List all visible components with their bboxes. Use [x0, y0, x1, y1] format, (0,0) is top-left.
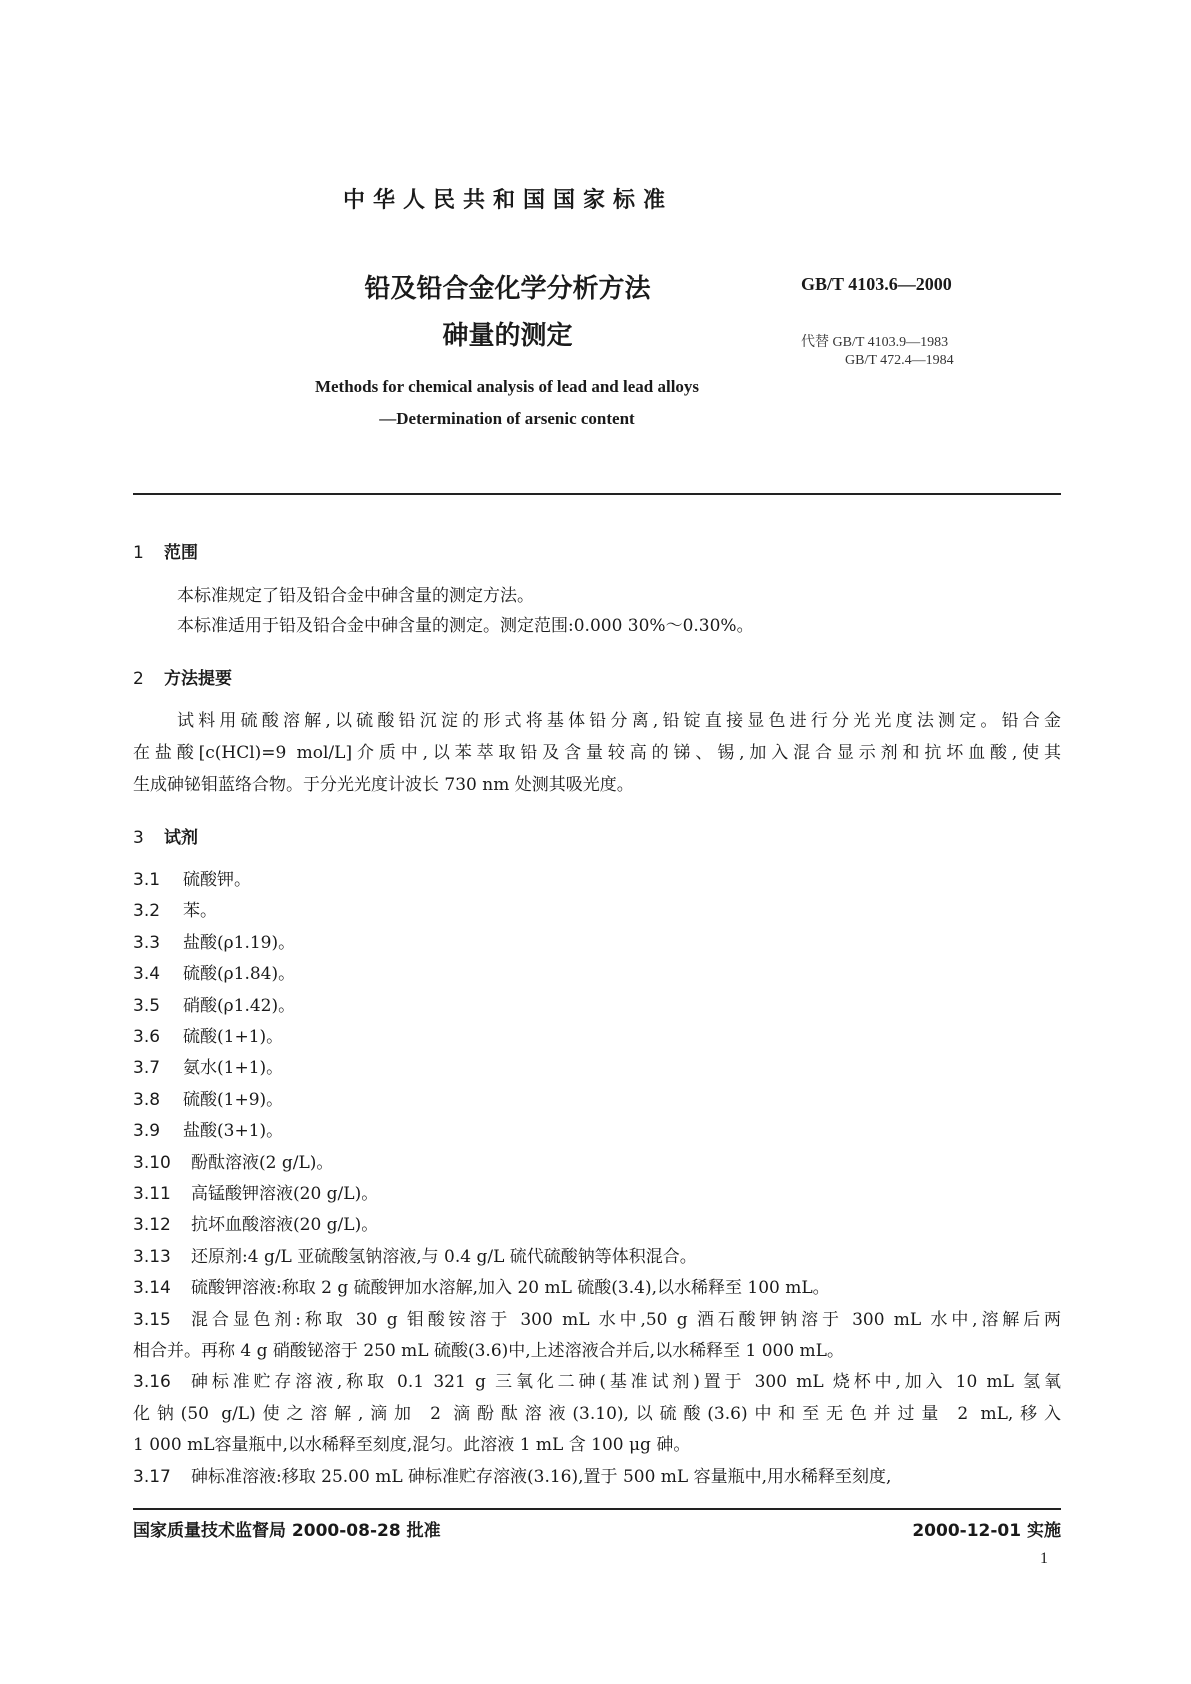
reagent-item — [133, 1310, 1061, 1330]
section-title: 试剂 — [164, 828, 198, 848]
item-number: 3.15 — [133, 1310, 171, 1330]
replaces-block — [801, 334, 954, 370]
document-subtitle: 砷量的测定 — [442, 321, 573, 351]
reagent-item-continuation: 相合并。再称 4 g 硝酸铋溶于 250 mL 硫酸(3.6)中,上述溶液合并后,以水稀释至 1 000 mL。 — [133, 1341, 844, 1361]
page-number: 1 — [1040, 1550, 1048, 1567]
item-text: 盐酸(ρ1.19)。 — [183, 933, 296, 953]
item-number: 3.13 — [133, 1247, 171, 1267]
item-text: 苯。 — [183, 901, 217, 921]
english-subtitle: —Determination of arsenic content — [379, 409, 635, 428]
reagent-item-continuation: 1 000 mL容量瓶中,以水稀释至刻度,混匀。此溶液 1 mL 含 100 μg 砷。 — [133, 1435, 691, 1455]
item-text: 高锰酸钾溶液(20 g/L)。 — [191, 1184, 379, 1204]
section-heading — [133, 664, 232, 689]
item-number: 3.5 — [133, 996, 161, 1016]
item-number: 3.10 — [133, 1153, 171, 1173]
reagent-item — [133, 996, 1061, 1016]
item-text: 砷标准溶液:移取 25.00 mL 砷标准贮存溶液(3.16),置于 500 mL 容量瓶中,用水稀释至刻度, — [191, 1467, 892, 1487]
replaced-standard: GB/T 472.4—1984 — [845, 353, 954, 368]
item-text: 硫酸钾溶液:称取 2 g 硫酸钾加水溶解,加入 20 mL 硫酸(3.4),以水稀释至 100 mL。 — [191, 1278, 830, 1298]
item-text: 硫酸(ρ1.84)。 — [183, 964, 296, 984]
reagent-item — [133, 1247, 1061, 1267]
item-number: 3.11 — [133, 1184, 171, 1204]
reagent-item — [133, 1215, 1061, 1235]
reagent-item — [133, 1184, 1061, 1204]
item-text: 砷标准贮存溶液,称取 0.1 321 g 三氧化二砷(基准试剂)置于 300 mL 烧杯中,加入 10 mL 氢氧 — [191, 1372, 1061, 1392]
paragraph-line: 在盐酸[c(HCl)=9 mol/L]介质中,以苯萃取铅及含量较高的锑、锡,加入混合显示剂和抗坏血酸,使其 — [133, 743, 1061, 763]
item-number: 3.12 — [133, 1215, 171, 1235]
section-title: 范围 — [164, 543, 198, 563]
reagent-item — [133, 1372, 1061, 1392]
item-number: 3.3 — [133, 933, 161, 953]
replaces-label: 代替 — [801, 335, 829, 350]
implementation-date: 2000-12-01 实施 — [912, 1521, 1061, 1541]
item-number: 3.7 — [133, 1058, 161, 1078]
reagent-item — [133, 933, 1061, 953]
reagent-item — [133, 1153, 1061, 1173]
item-number: 3.2 — [133, 901, 161, 921]
english-title: Methods for chemical analysis of lead and lead alloys — [314, 377, 700, 396]
reagent-item — [133, 1278, 1061, 1298]
item-text: 硫酸钾。 — [183, 870, 251, 890]
item-number: 3.17 — [133, 1467, 171, 1487]
item-text: 硫酸(1+1)。 — [183, 1027, 284, 1047]
paragraph-line: 本标准规定了铅及铅合金中砷含量的测定方法。 — [177, 586, 534, 606]
section-number: 3 — [133, 828, 144, 848]
reagent-item — [133, 901, 1061, 921]
item-number: 3.16 — [133, 1372, 171, 1392]
item-text: 氨水(1+1)。 — [183, 1058, 284, 1078]
paragraph-line: 本标准适用于铅及铅合金中砷含量的测定。测定范围:0.000 30%～0.30%。 — [177, 616, 754, 636]
standard-code: GB/T 4103.6—2000 — [801, 274, 952, 294]
section-heading — [133, 823, 198, 848]
item-number: 3.4 — [133, 964, 161, 984]
paragraph-line: 试料用硫酸溶解,以硫酸铅沉淀的形式将基体铅分离,铅锭直接显色进行分光光度法测定。铅合金 — [177, 711, 1061, 731]
reagent-item — [133, 1121, 1061, 1141]
item-text: 混合显色剂:称取 30 g 钼酸铵溶于 300 mL 水中,50 g 酒石酸钾钠溶于 300 mL 水中,溶解后两 — [191, 1310, 1061, 1330]
approval-date: 国家质量技术监督局 2000-08-28 批准 — [133, 1521, 441, 1541]
item-number: 3.1 — [133, 870, 161, 890]
reagent-item — [133, 1090, 1061, 1110]
item-number: 3.6 — [133, 1027, 161, 1047]
section-heading — [133, 538, 198, 563]
item-text: 盐酸(3+1)。 — [183, 1121, 284, 1141]
document-title: 铅及铅合金化学分析方法 — [364, 274, 651, 304]
reagent-item — [133, 870, 1061, 890]
item-text: 还原剂:4 g/L 亚硫酸氢钠溶液,与 0.4 g/L 硫代硫酸钠等体积混合。 — [191, 1247, 697, 1267]
footer-divider — [133, 1508, 1061, 1510]
replaced-standard: GB/T 4103.9—1983 — [832, 335, 949, 350]
item-text: 抗坏血酸溶液(20 g/L)。 — [191, 1215, 379, 1235]
item-text: 硫酸(1+9)。 — [183, 1090, 284, 1110]
section-number: 2 — [133, 669, 144, 689]
header-divider — [133, 493, 1061, 495]
reagent-item — [133, 964, 1061, 984]
paragraph-line: 生成砷铋钼蓝络合物。于分光光度计波长 730 nm 处测其吸光度。 — [133, 775, 634, 795]
item-number: 3.14 — [133, 1278, 171, 1298]
reagent-item — [133, 1467, 1061, 1487]
reagent-item — [133, 1058, 1061, 1078]
reagent-item-continuation: 化钠(50 g/L)使之溶解,滴加 2 滴酚酞溶液(3.10),以硫酸(3.6)中和至无色并过量 2 mL,移入 — [133, 1404, 1061, 1424]
item-text: 硝酸(ρ1.42)。 — [183, 996, 296, 1016]
standard-type-heading: 中华人民共和国国家标准 — [342, 188, 673, 213]
section-title: 方法提要 — [164, 669, 232, 689]
item-number: 3.9 — [133, 1121, 161, 1141]
item-number: 3.8 — [133, 1090, 161, 1110]
reagent-item — [133, 1027, 1061, 1047]
item-text: 酚酞溶液(2 g/L)。 — [191, 1153, 334, 1173]
section-number: 1 — [133, 543, 144, 563]
